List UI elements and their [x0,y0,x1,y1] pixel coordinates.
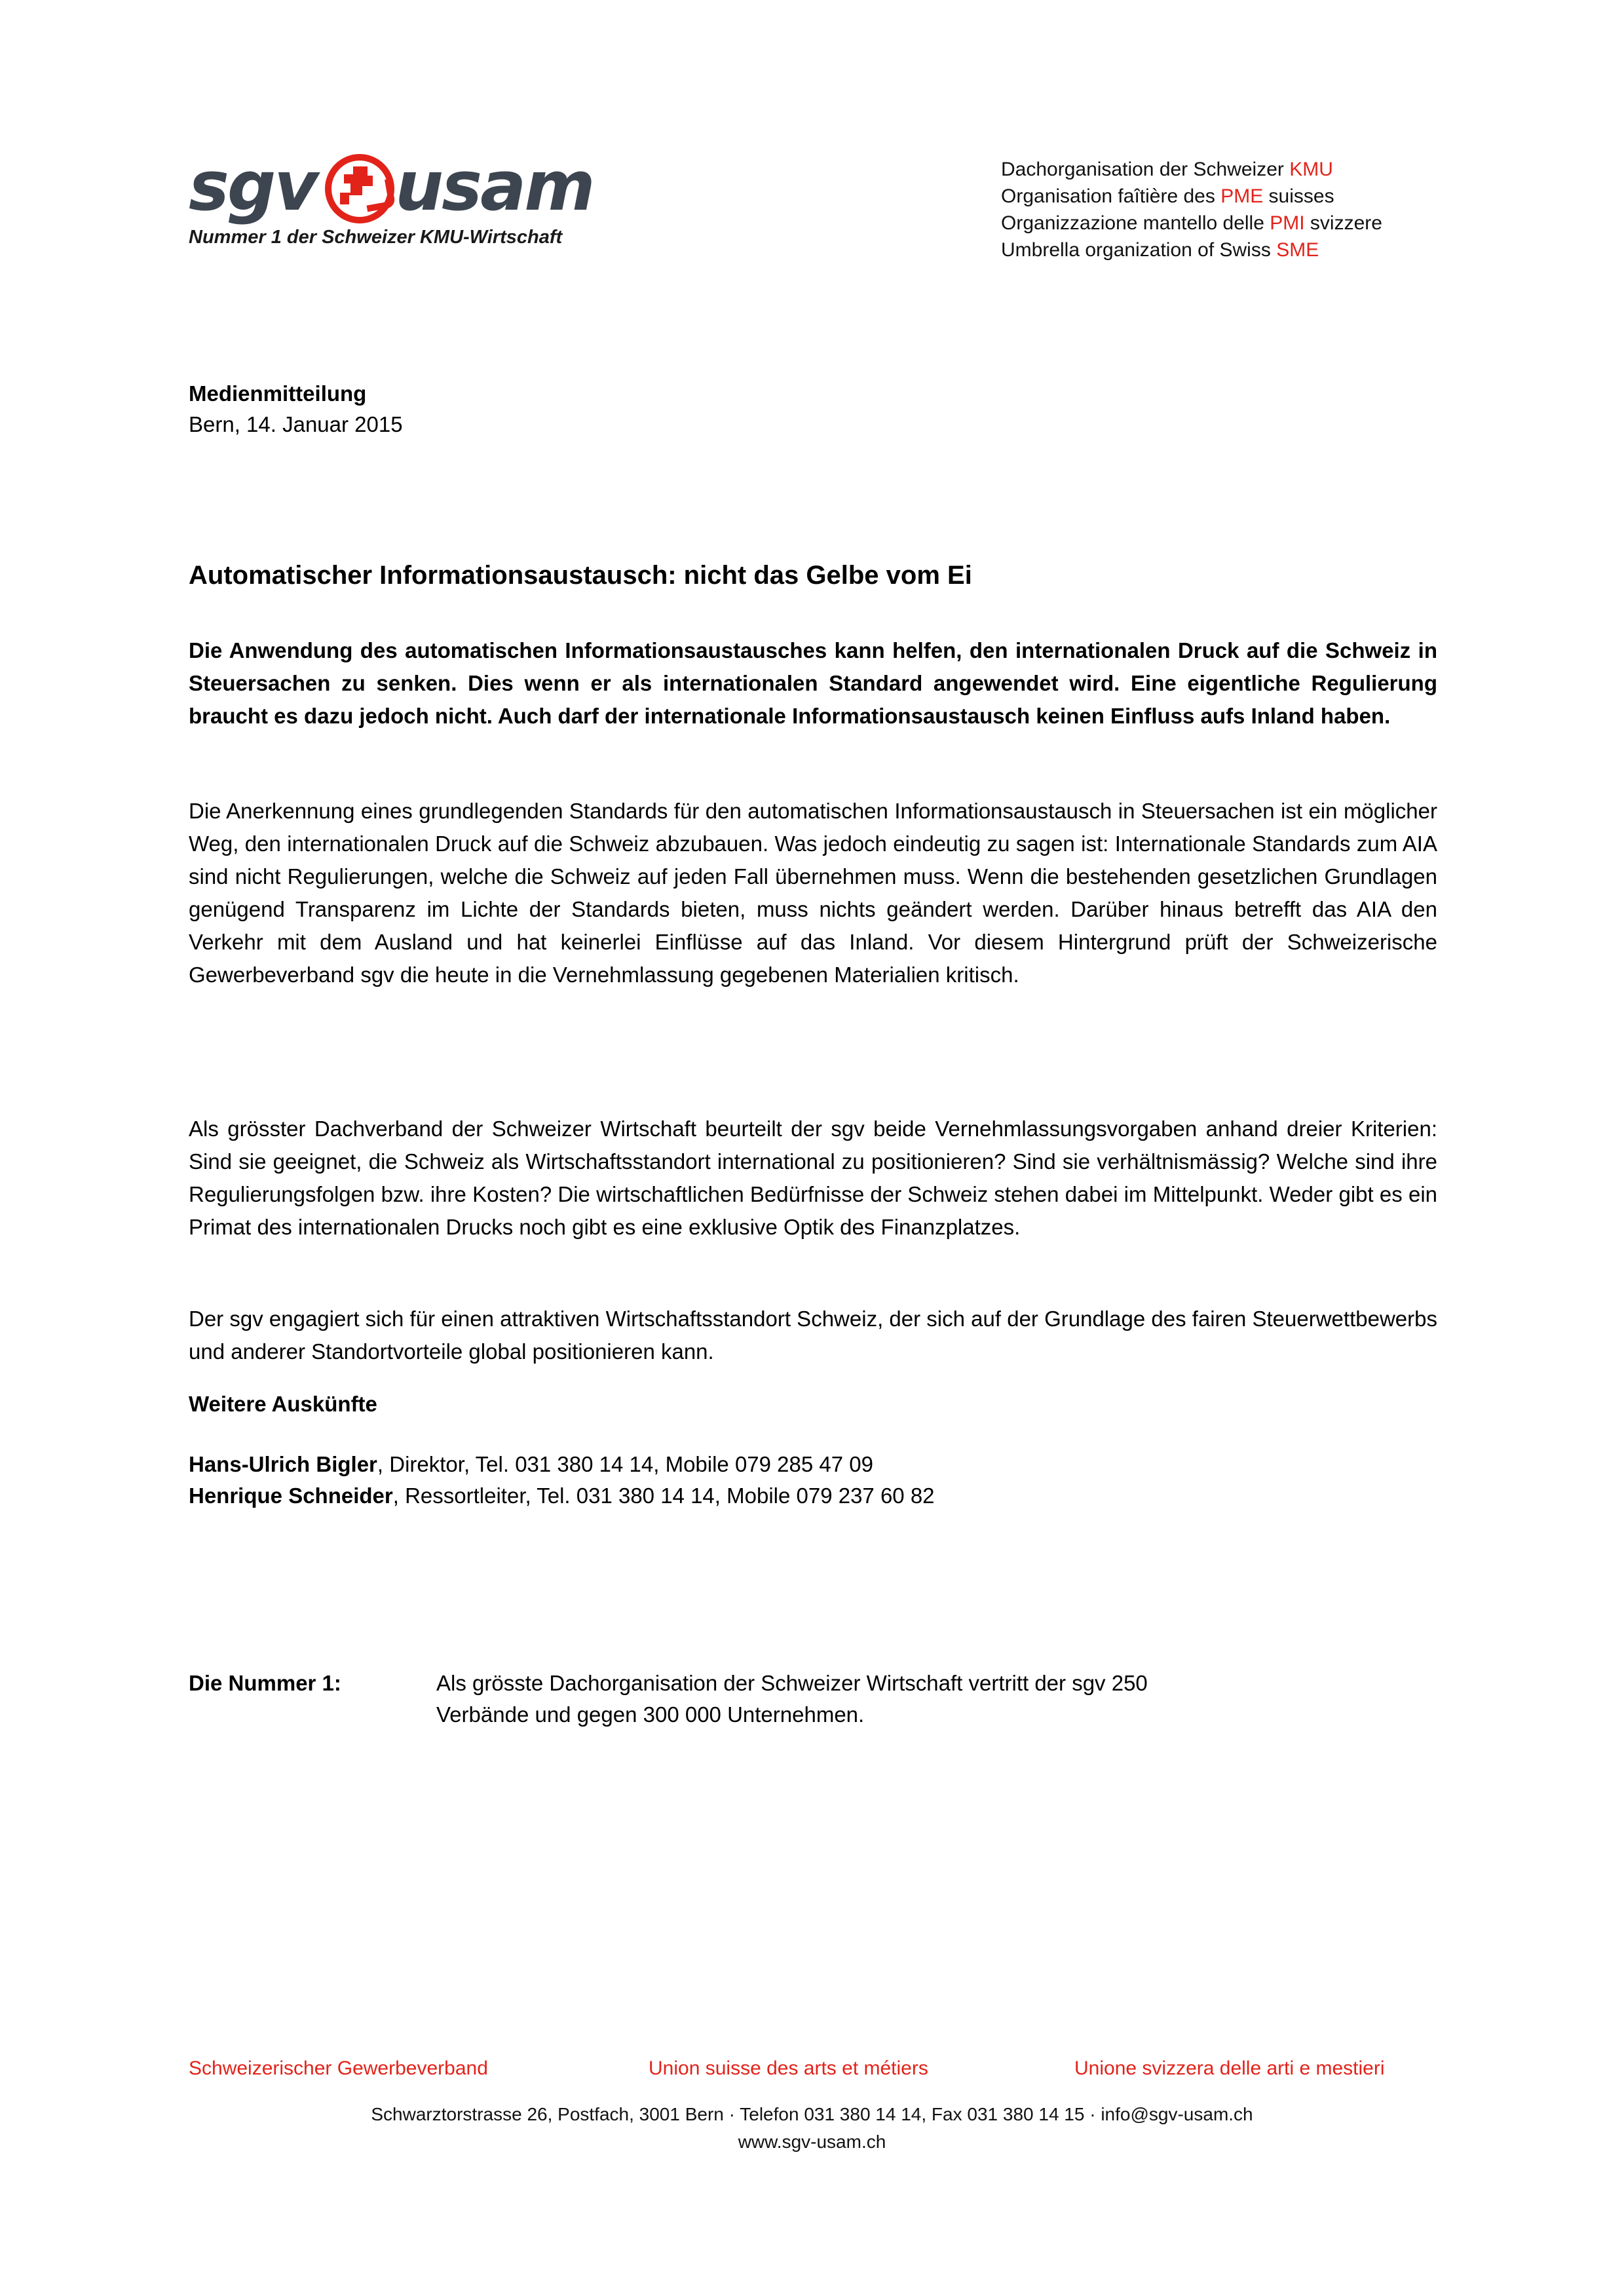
header-lang-en-highlight: SME [1276,239,1319,261]
page-title: Automatischer Informationsaustausch: nicht das Gelbe vom Ei [189,560,972,590]
footer-name-fr: Union suisse des arts et métiers [649,2057,928,2079]
logo-text-usam: usam [395,146,594,226]
swiss-cross-icon [340,166,373,204]
sgv-usam-logo [189,146,594,248]
lead-paragraph: Die Anwendung des automatischen Informationsaustausches kann helfen, den internationalen Druck auf die Schweiz in Steuersachen zu senken. Dies wenn er als internationalen Standard angewendet wird. Eine eigentliche Regulierung braucht es dazu jedoch nicht. Auch darf der internationale Informationsaustausch keinen Einfluss aufs Inland haben. [189,638,1437,728]
footer-organization-names [0,2057,1624,2092]
boilerplate-text: Als grösste Dachorganisation der Schweizer Wirtschaft vertritt der sgv 250 Verbände und gegen 300 000 Unternehmen. [436,1671,1148,1727]
header-lang-de-before: Dachorganisation der Schweizer [1001,159,1290,180]
contact-person-2-details: , Ressortleiter, Tel. 031 380 14 14, Mobile 079 237 60 82 [392,1483,935,1508]
release-dateline: Bern, 14. Januar 2015 [189,412,403,436]
footer-website-url: www.sgv-usam.ch [738,2132,886,2152]
contact-person-2-name: Henrique Schneider [189,1483,393,1508]
boilerplate-block [189,1668,1237,1731]
at-sign-swiss-cross-icon [323,152,391,220]
contact-person-1-details: , Direktor, Tel. 031 380 14 14, Mobile 079 285 47 09 [377,1452,873,1476]
document-header [0,0,1624,308]
logo-tagline: Nummer 1 der Schweizer KMU-Wirtschaft [189,227,563,248]
body-paragraph-1: Die Anerkennung eines grundlegenden Standards für den automatischen Informationsaustausch in Steuersachen ist ein möglicher Weg, den internationalen Druck auf die Schweiz abzubauen. Was jedoch eindeutig zu sagen ist: Internationale Standards zum AIA sind nicht Regulierungen, welche die Schweiz auf jeden Fall übernehmen muss. Wenn die bestehenden gesetzlichen Grundlagen genügend Transparenz im Lichte der Standards bieten, muss nichts geändert werden. Darüber hinaus betrefft das AIA den Verkehr mit dem Ausland und hat keinerlei Einflüsse auf das Inland. Vor diesem Hintergrund prüft der Schweizerische Gewerbeverband sgv die heute in die Vernehmlassung gegebenen Materialien kritisch. [189,799,1437,987]
header-lang-fr-before: Organisation faîtière des [1001,185,1221,207]
header-lang-it-after: svizzere [1304,212,1382,234]
header-language-line-en [1001,237,1382,263]
release-type-label: Medienmitteilung [189,381,367,406]
footer-name-it: Unione svizzera delle arti e mestieri [1074,2057,1385,2079]
contact-person-1-name: Hans-Ulrich Bigler [189,1452,377,1476]
boilerplate-label: Die Nummer 1: [189,1671,341,1695]
header-lang-it-before: Organizzazione mantello delle [1001,212,1270,234]
header-language-line-it [1001,210,1382,237]
header-language-line-fr [1001,183,1382,210]
body-paragraph-2: Als grösster Dachverband der Schweizer Wirtschaft beurteilt der sgv beide Vernehmlassungsvorgaben anhand dreier Kriterien: Sind sie geeignet, die Schweiz als Wirtschaftsstandort international zu positionieren? Sind sie verhältnismässig? Welche sind ihre Regulierungsfolgen bzw. ihre Kosten? Die wirtschaftlichen Bedürfnisse der Schweiz stehen dabei im Mittelpunkt. Weder gibt es ein Primat des internationalen Drucks noch gibt es eine exklusive Optik des Finanzplatzes. [189,1117,1437,1239]
header-lang-fr-highlight: PME [1220,185,1264,207]
body-paragraph-3: Der sgv engagiert sich für einen attraktiven Wirtschaftsstandort Schweiz, der sich auf der Grundlage des fairen Steuerwettbewerbs und anderer Standortvorteile global positionieren kann. [189,1307,1437,1364]
header-lang-de-highlight: KMU [1289,159,1333,180]
contact-person-2 [189,1480,935,1512]
logo-text-sgv: sgv [189,146,317,226]
header-lang-fr-after: suisses [1263,185,1334,207]
logo-wordmark [189,146,594,226]
header-lang-en-before: Umbrella organization of Swiss [1001,239,1277,261]
footer-address: Schwarztorstrasse 26, Postfach, 3001 Bern · Telefon 031 380 14 14, Fax 031 380 14 15 · info@sgv-usam.ch [371,2104,1253,2124]
header-language-line-de [1001,156,1382,183]
contact-person-1 [189,1448,873,1481]
footer-name-de: Schweizerischer Gewerbeverband [189,2057,488,2079]
header-lang-it-highlight: PMI [1270,212,1305,234]
header-language-list [1001,156,1382,263]
document-footer [0,2057,1624,2156]
contacts-heading: Weitere Auskünfte [189,1392,377,1416]
